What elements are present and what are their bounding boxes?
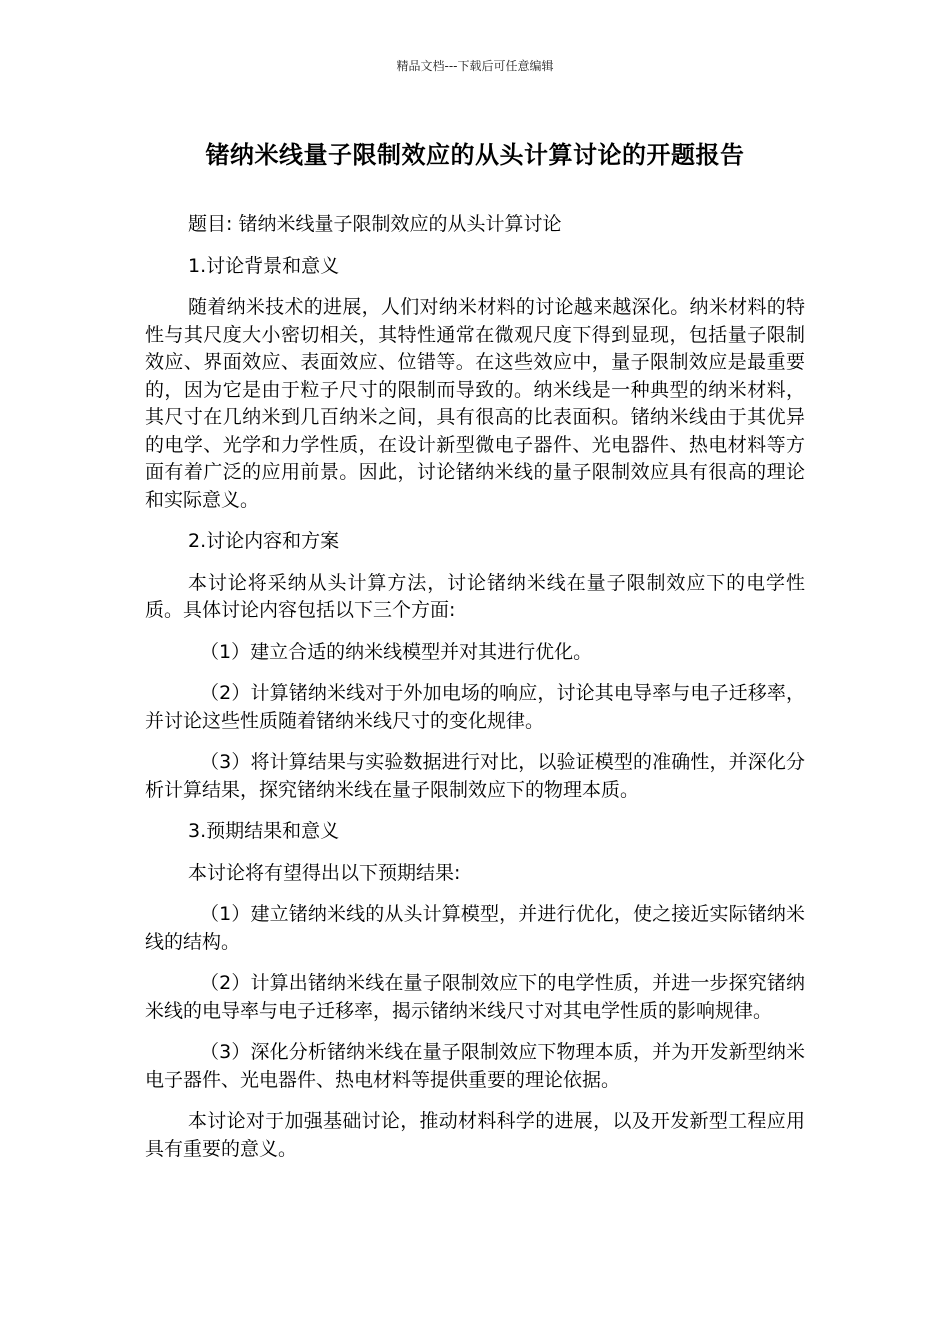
document-body [145, 211, 805, 1163]
section-2-item-3: （3）将计算结果与实验数据进行对比，以验证模型的准确性，并深化分析计算结果，探究锗纳米线在量子限制效应下的物理本质。 [145, 751, 805, 801]
section-3-item-3: （3）深化分析锗纳米线在量子限制效应下物理本质，并为开发新型纳米电子器件、光电器件、热电材料等提供重要的理论依据。 [145, 1041, 805, 1091]
section-3-item-1: （1）建立锗纳米线的从头计算模型，并进行优化，使之接近实际锗纳米线的结构。 [145, 903, 805, 953]
document-title: 锗纳米线量子限制效应的从头计算讨论的开题报告 [205, 141, 745, 169]
subject-line: 题目: 锗纳米线量子限制效应的从头计算讨论 [188, 213, 562, 235]
section-2-intro: 本讨论将采纳从头计算方法，讨论锗纳米线在量子限制效应下的电学性质。具体讨论内容包括以下三个方面: [145, 571, 805, 621]
section-3-heading: 3.预期结果和意义 [188, 820, 340, 842]
section-3-intro: 本讨论将有望得出以下预期结果: [188, 861, 461, 884]
section-2-heading: 2.讨论内容和方案 [188, 530, 340, 552]
section-1-paragraph: 随着纳米技术的进展，人们对纳米材料的讨论越来越深化。纳米材料的特性与其尺度大小密切相关，其特性通常在微观尺度下得到显现，包括量子限制效应、界面效应、表面效应、位错等。在这些效应中，量子限制效应是最重要的，因为它是由于粒子尺寸的限制而导致的。纳米线是一种典型的纳米材料，其尺寸在几纳米到几百纳米之间，具有很高的比表面积。锗纳米线由于其优异的电学、光学和力学性质，在设计新型微电子器件、光电器件、热电材料等方面有着广泛的应用前景。因此，讨论锗纳米线的量子限制效应具有很高的理论和实际意义。 [145, 296, 805, 511]
section-2-item-2: （2）计算锗纳米线对于外加电场的响应，讨论其电导率与电子迁移率，并讨论这些性质随着锗纳米线尺寸的变化规律。 [145, 682, 805, 732]
conclusion-paragraph: 本讨论对于加强基础讨论，推动材料科学的进展，以及开发新型工程应用具有重要的意义。 [145, 1110, 805, 1160]
header-note: 精品文档---下载后可任意编辑 [396, 59, 554, 73]
section-3-item-2: （2）计算出锗纳米线在量子限制效应下的电学性质，并进一步探究锗纳米线的电导率与电子迁移率，揭示锗纳米线尺寸对其电学性质的影响规律。 [145, 972, 805, 1022]
section-2-item-1: （1）建立合适的纳米线模型并对其进行优化。 [200, 640, 593, 663]
section-1-heading: 1.讨论背景和意义 [188, 254, 340, 277]
